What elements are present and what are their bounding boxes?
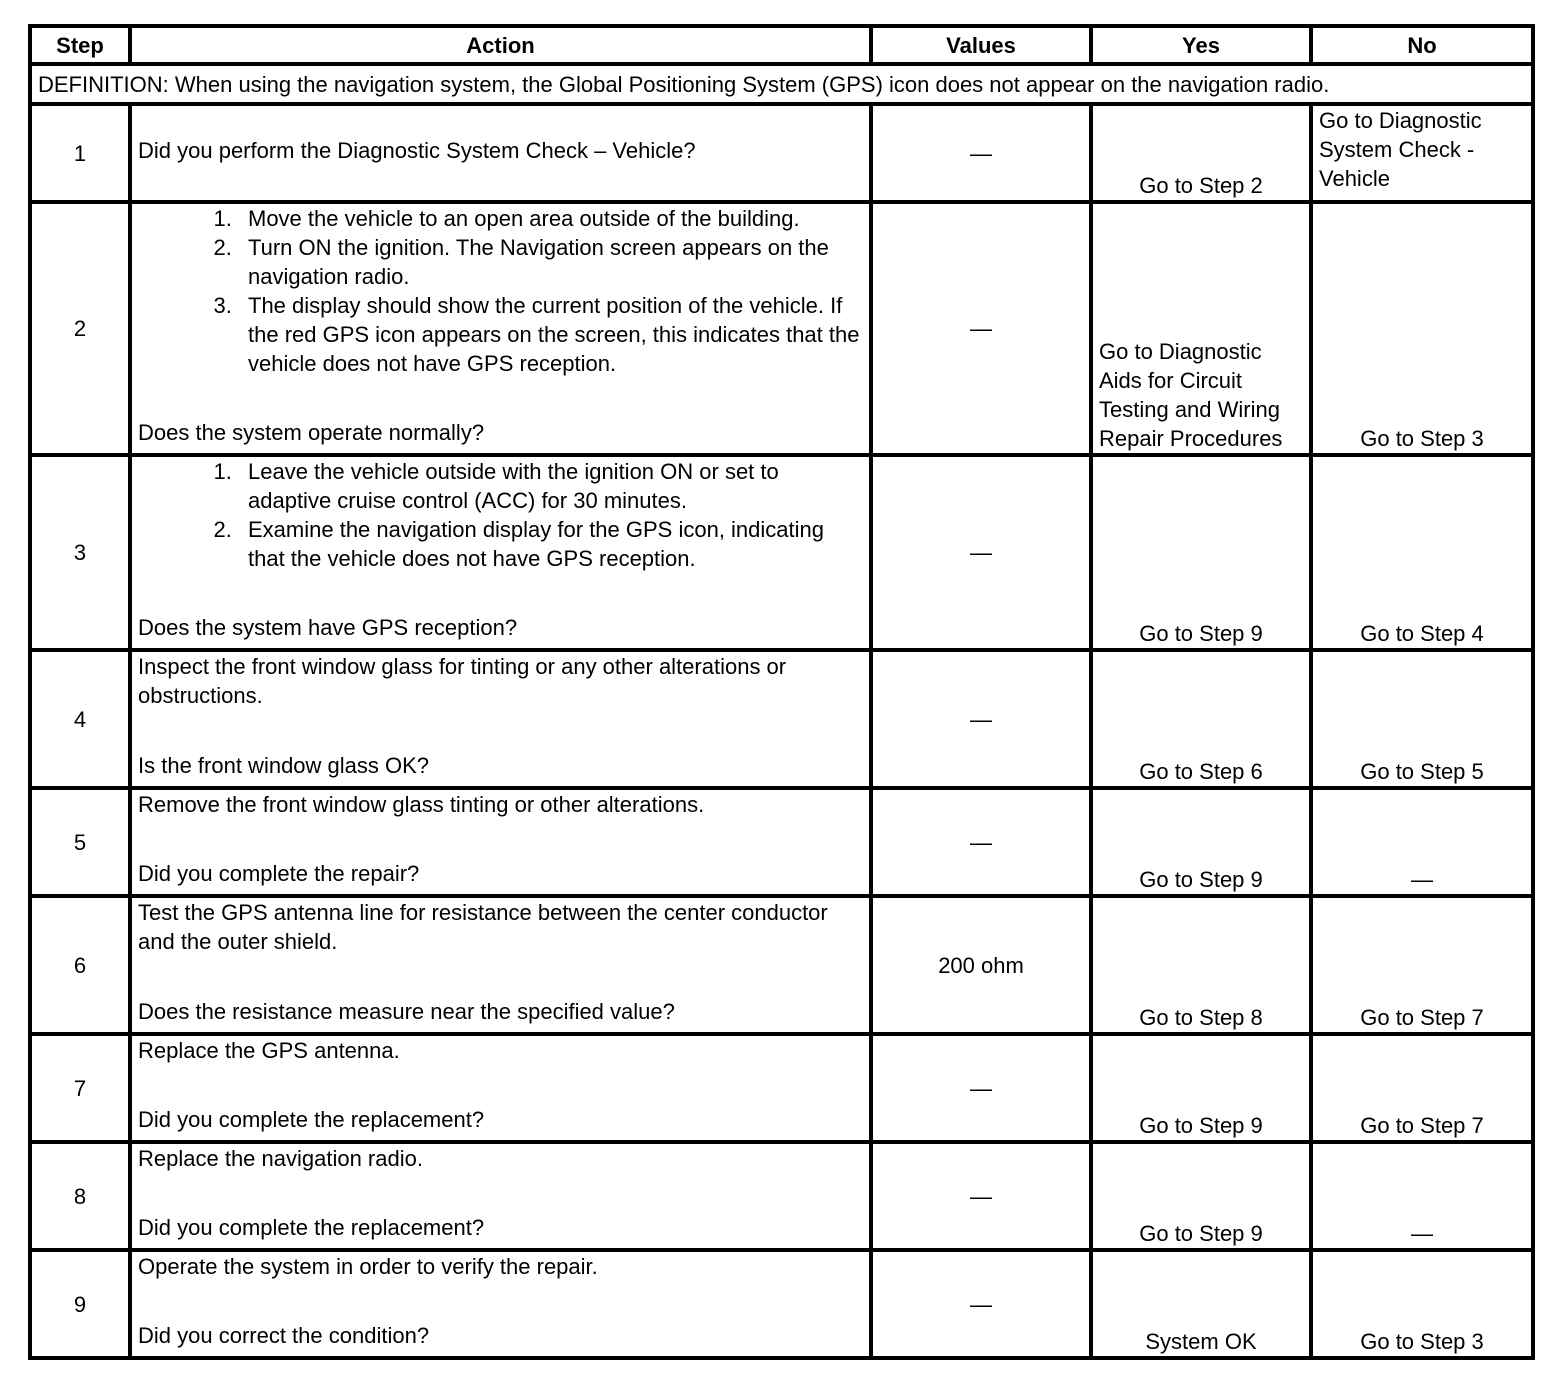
action-cell — [130, 1034, 871, 1142]
yes-cell: Go to Step 9 — [1091, 1034, 1311, 1142]
action-content — [138, 652, 863, 780]
values-cell: — — [871, 1250, 1091, 1358]
header-row — [30, 26, 1533, 64]
action-cell — [130, 104, 871, 202]
action-question: Does the system have GPS reception? — [138, 615, 518, 640]
no-cell: Go to Step 7 — [1311, 896, 1533, 1034]
action-content — [138, 898, 863, 1026]
yes-cell: Go to Step 9 — [1091, 1142, 1311, 1250]
action-list-item: 1. Leave the vehicle outside with the ignition ON or set to adaptive cruise control (ACC) for 30 minutes. — [238, 457, 863, 515]
action-cell — [130, 1142, 871, 1250]
action-cell — [130, 650, 871, 788]
no-cell: Go to Diagnostic System Check - Vehicle — [1311, 104, 1533, 202]
values-cell: — — [871, 455, 1091, 650]
header-values: Values — [871, 26, 1091, 64]
diagnostic-table — [28, 24, 1535, 1360]
no-cell: Go to Step 7 — [1311, 1034, 1533, 1142]
header-action: Action — [130, 26, 871, 64]
no-cell: — — [1311, 788, 1533, 896]
action-cell — [130, 788, 871, 896]
step-number: 3 — [30, 455, 130, 650]
action-question: Is the front window glass OK? — [138, 753, 430, 778]
yes-cell: Go to Diagnostic Aids for Circuit Testing and Wiring Repair Procedures — [1091, 202, 1311, 455]
no-cell: Go to Step 4 — [1311, 455, 1533, 650]
action-numbered-list — [138, 204, 863, 378]
action-question: Did you complete the replacement? — [138, 1215, 485, 1240]
action-instructions — [138, 1036, 863, 1065]
action-intro: Remove the front window glass tinting or other alterations. — [138, 792, 705, 817]
table-row — [30, 1250, 1533, 1358]
action-question: Did you complete the replacement? — [138, 1107, 485, 1132]
action-content — [138, 790, 863, 888]
table-row — [30, 896, 1533, 1034]
action-content — [138, 1144, 863, 1242]
action-intro: Inspect the front window glass for tinting or any other alterations or obstructions. — [138, 654, 787, 708]
action-question: Did you correct the condition? — [138, 1323, 430, 1348]
no-cell: Go to Step 3 — [1311, 202, 1533, 455]
table-row — [30, 1142, 1533, 1250]
yes-cell: Go to Step 9 — [1091, 788, 1311, 896]
yes-cell: Go to Step 6 — [1091, 650, 1311, 788]
table-row — [30, 104, 1533, 202]
table-row — [30, 1034, 1533, 1142]
action-list-item: 1. Move the vehicle to an open area outside of the building. — [238, 204, 863, 233]
action-content — [138, 204, 863, 447]
definition-text: DEFINITION: When using the navigation system, the Global Positioning System (GPS) icon does not appear on the navigation radio. — [30, 64, 1533, 104]
action-list-item: 2. Examine the navigation display for the GPS icon, indicating that the vehicle does not have GPS reception. — [238, 515, 863, 573]
no-cell: Go to Step 3 — [1311, 1250, 1533, 1358]
values-cell: — — [871, 788, 1091, 896]
action-instructions — [138, 1144, 863, 1173]
step-number: 7 — [30, 1034, 130, 1142]
step-number: 6 — [30, 896, 130, 1034]
action-content — [138, 457, 863, 642]
action-intro: Operate the system in order to verify the repair. — [138, 1254, 598, 1279]
definition-row — [30, 64, 1533, 104]
yes-cell: System OK — [1091, 1250, 1311, 1358]
step-number: 1 — [30, 104, 130, 202]
header-yes: Yes — [1091, 26, 1311, 64]
values-cell: — — [871, 104, 1091, 202]
header-step: Step — [30, 26, 130, 64]
table-row — [30, 455, 1533, 650]
action-instructions — [138, 204, 863, 378]
action-content — [138, 1252, 863, 1350]
step-number: 8 — [30, 1142, 130, 1250]
step-number: 9 — [30, 1250, 130, 1358]
values-cell: — — [871, 1034, 1091, 1142]
action-cell — [130, 455, 871, 650]
action-cell — [130, 202, 871, 455]
yes-cell: Go to Step 2 — [1091, 104, 1311, 202]
action-question: Did you complete the repair? — [138, 861, 420, 886]
action-list-item: 3. The display should show the current position of the vehicle. If the red GPS icon appears on the screen, this indicates that the vehicle does not have GPS reception. — [238, 291, 863, 378]
no-cell: Go to Step 5 — [1311, 650, 1533, 788]
values-cell: — — [871, 1142, 1091, 1250]
table-row — [30, 788, 1533, 896]
yes-cell: Go to Step 8 — [1091, 896, 1311, 1034]
step-number: 4 — [30, 650, 130, 788]
no-cell: — — [1311, 1142, 1533, 1250]
values-cell: — — [871, 650, 1091, 788]
action-list-item: 2. Turn ON the ignition. The Navigation screen appears on the navigation radio. — [238, 233, 863, 291]
header-no: No — [1311, 26, 1533, 64]
table-row — [30, 202, 1533, 455]
action-instructions — [138, 652, 863, 710]
action-instructions — [138, 898, 863, 956]
table-row — [30, 650, 1533, 788]
action-instructions — [138, 790, 863, 819]
action-intro: Replace the GPS antenna. — [138, 1038, 400, 1063]
action-content — [138, 106, 863, 194]
action-intro: Replace the navigation radio. — [138, 1146, 423, 1171]
action-cell — [130, 896, 871, 1034]
action-question: Did you perform the Diagnostic System Check – Vehicle? — [138, 137, 696, 163]
action-instructions — [138, 1252, 863, 1281]
values-cell: — — [871, 202, 1091, 455]
action-numbered-list — [138, 457, 863, 573]
action-intro: Test the GPS antenna line for resistance between the center conductor and the outer shield. — [138, 900, 828, 954]
yes-cell: Go to Step 9 — [1091, 455, 1311, 650]
action-cell — [130, 1250, 871, 1358]
action-instructions — [138, 457, 863, 573]
step-number: 5 — [30, 788, 130, 896]
step-number: 2 — [30, 202, 130, 455]
action-content — [138, 1036, 863, 1134]
action-question: Does the resistance measure near the specified value? — [138, 999, 675, 1024]
action-question: Does the system operate normally? — [138, 420, 485, 445]
values-cell: 200 ohm — [871, 896, 1091, 1034]
